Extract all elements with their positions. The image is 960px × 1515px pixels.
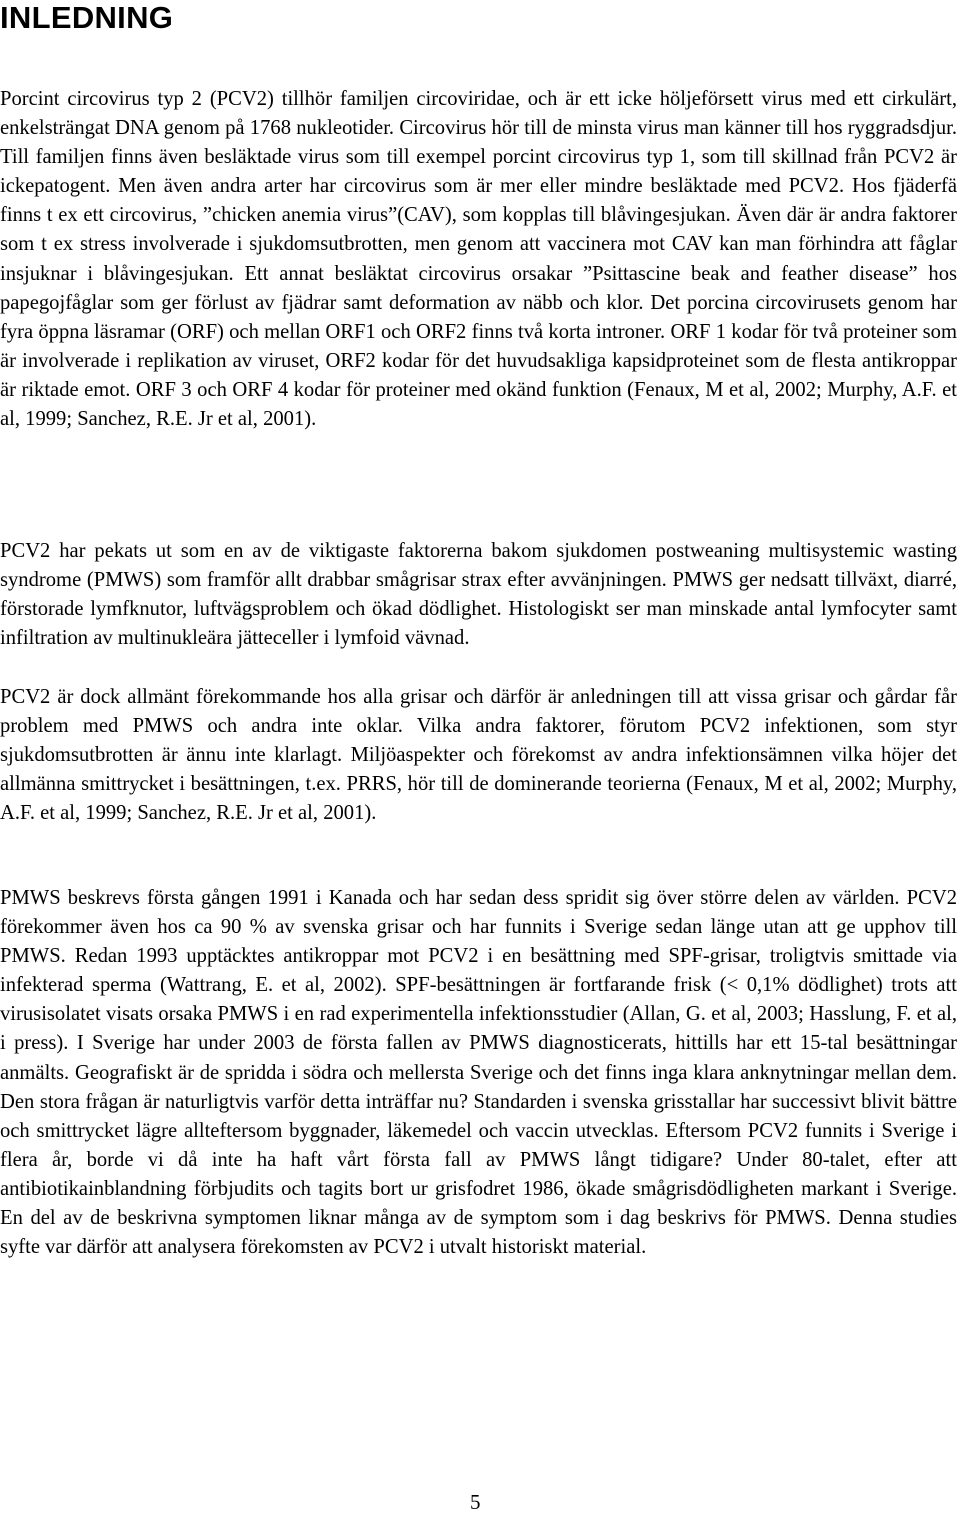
section-heading: INLEDNING: [0, 0, 174, 35]
paragraph-pmws-syndrome: PCV2 har pekats ut som en av de viktigaste faktorerna bakom sjukdomen postweaning multisystemic wasting syndrome (PMWS) som framför allt drabbar smågrisar strax efter avvänjningen. PMWS ger nedsatt tillväxt, diarré, förstorade lymfknutor, luftvägsproblem och ökad dödlighet. Histologiskt ser man minskade antal lymfocyter samt infiltration av multinukleära jätteceller i lymfoid vävnad.: [0, 540, 957, 650]
paragraph-pmws-factors: PCV2 är dock allmänt förekommande hos alla grisar och därför är anledningen till att vissa grisar och gårdar får problem med PMWS och andra inte oklar. Vilka andra faktorer, förutom PCV2 infektionen, som styr sjukdomsutbrotten är ännu inte klarlagt. Miljöaspekter och förekomst av andra infektionsämnen vilka höjer det allmänna smittrycket i besättningen, t.ex. PRRS, hör till de dominerande teorierna (Fenaux, M et al, 2002; Murphy, A.F. et al, 1999; Sanchez, R.E. Jr et al, 2001).: [0, 686, 957, 825]
paragraph-pcv2-description: Porcint circovirus typ 2 (PCV2) tillhör familjen circoviridae, och är ett icke höljeförsett virus med ett cirkulärt, enkelsträngat DNA genom på 1768 nukleotider. Circovirus hör till de minsta virus man känner till hos ryggradsdjur. Till familjen finns även besläktade virus som till exempel porcint circovirus typ 1, som till skillnad från PCV2 är ickepatogent. Men även andra arter har circovirus som är mer eller mindre besläktade med PCV2. Hos fjäderfä finns t ex ett circovirus, ”chicken anemia virus”(CAV), som kopplas till blåvingesjukan. Även där är andra faktorer som t ex stress involverade i sjukdomsutbrotten, men genom att vaccinera mot CAV kan man förhindra att fåglar insjuknar i blåvingesjukan. Ett annat besläktat circovirus orsakar ”Psittascine beak and feather disease” hos papegojfåglar som ger förlust av fjädrar samt deformation av näbb och klor. Det porcina circovirusets genom har fyra öppna läsramar (ORF) och mellan ORF1 och ORF2 finns två korta introner. ORF 1 kodar för två proteiner som är involverade i replikation av viruset, ORF2 kodar för det huvudsakliga kapsidproteinet som de flesta antikroppar är riktade emot. ORF 3 och ORF 4 kodar för proteiner med okänd funktion (Fenaux, M et al, 2002; Murphy, A.F. et al, 1999; Sanchez, R.E. Jr et al, 2001).: [0, 88, 957, 431]
page-number: 5: [470, 1490, 481, 1514]
paragraph-pmws-history-sweden: PMWS beskrevs första gången 1991 i Kanada och har sedan dess spridit sig över större delen av världen. PCV2 förekommer även hos ca 90 % av svenska grisar och har funnits i Sverige sedan länge utan att ge upphov till PMWS. Redan 1993 upptäcktes antikroppar mot PCV2 i en besättning med SPF-grisar, troligtvis smittade via infekterad sperma (Wattrang, E. et al, 2002). SPF-besättningen är fortfarande frisk (< 0,1% dödlighet) trots att virusisolatet visats orsaka PMWS i en rad experimentella infektionsstudier (Allan, G. et al, 2003; Hasslung, F. et al, i press). I Sverige har under 2003 de första fallen av PMWS diagnosticerats, hittills har ett 15-tal besättningar anmälts. Geografiskt är de spridda i södra och mellersta Sverige och det finns inga klara anknytningar mellan dem. Den stora frågan är naturligtvis varför detta inträffar nu? Standarden i svenska grisstallar har successivt blivit bättre och smittrycket lägre allteftersom byggnader, läkemedel och vaccin utvecklas. Eftersom PCV2 funnits i Sverige i flera år, borde vi då inte ha haft vårt första fall av PMWS långt tidigare? Under 80-talet, efter att antibiotikainblandning förbjudits och tagits bort ur grisfodret 1986, ökade smågrisdödligheten markant i Sverige. En del av de beskrivna symptomen liknar många av de symptom som i dag beskrivs för PMWS. Denna studies syfte var därför att analysera förekomsten av PCV2 i utvalt historiskt material.: [0, 887, 957, 1259]
